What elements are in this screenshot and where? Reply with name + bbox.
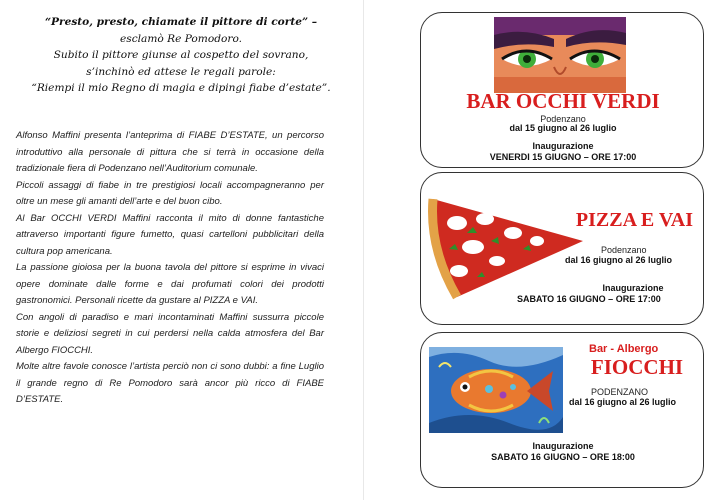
poem-line: “Riempi il mio Regno di magia e dipingi fiabe d’estate”. bbox=[31, 82, 331, 94]
venue-place: PODENZANO bbox=[591, 387, 649, 397]
paragraph: Alfonso Maffini presenta l’anteprima di FIABE D’ESTATE, un percorso introduttivo alla personale di pittura che si terrà in occasione della tradizionale fiera di Podenzano nell’Auditorium comunale. bbox=[16, 130, 324, 174]
poem-line: s’inchinò ed attese le regali parole: bbox=[86, 65, 276, 78]
venue-title: PIZZA E VAI bbox=[575, 209, 693, 231]
inauguration-date: SABATO 16 GIUGNO – ORE 17:00 bbox=[517, 294, 661, 304]
venue-dates: dal 16 giugno al 26 luglio bbox=[565, 255, 673, 265]
venue-card-pizza-e-vai bbox=[420, 172, 704, 325]
presentation-text bbox=[16, 128, 324, 409]
venue-card-fiocchi bbox=[420, 332, 704, 488]
venue-title: BAR OCCHI VERDI bbox=[466, 89, 660, 113]
green-eyes-painting bbox=[494, 17, 626, 93]
page-fold bbox=[363, 0, 364, 500]
inauguration-label: Inaugurazione bbox=[602, 283, 664, 293]
inauguration-date: VENERDI 15 GIUGNO – ORE 17:00 bbox=[489, 152, 637, 162]
poem bbox=[16, 14, 346, 97]
poem-line: “Presto, presto, chiamate il pittore di corte” – bbox=[44, 16, 318, 28]
poem-line: esclamò Re Pomodoro. bbox=[119, 32, 243, 45]
paragraph: Piccoli assaggi di fiabe in tre prestigiosi locali accompagneranno per oltre un mese gli amanti dell’arte e del buon cibo. bbox=[16, 179, 324, 207]
fish-painting bbox=[429, 347, 563, 433]
paragraph: Al Bar OCCHI VERDI Maffini racconta il mito di donne fantastiche attraverso importanti figure fumetto, quasi cartelloni pubblicitari della cultura pop americana. bbox=[16, 212, 324, 257]
inauguration-date: SABATO 16 GIUGNO – ORE 18:00 bbox=[491, 452, 635, 462]
paragraph: Molte altre favole conosce l’artista perciò non ci sono dubbi: a fine Luglio il grande regno di Re Pomodoro sarà ancor più ricco di FIABE D’ESTATE. bbox=[16, 361, 324, 405]
inauguration-label: Inaugurazione bbox=[532, 141, 594, 151]
paragraph: La passione gioiosa per la buona tavola del pittore si esprime in vivaci opere dominate dalle forme e dai profumati colori dei prodotti gastronomici. Personali ricette da gustare al PIZZA e VAI. bbox=[16, 262, 324, 306]
venue-title: FIOCCHI bbox=[590, 355, 684, 379]
venue-place: Podenzano bbox=[601, 245, 647, 255]
paragraph: Con angoli di paradiso e mari incontaminati Maffini sussurra piccole storie e deliziosi segreti in cui perdersi nella calda atmosfera del Bar Albergo FIOCCHI. bbox=[16, 311, 324, 356]
inauguration-label: Inaugurazione bbox=[532, 441, 594, 451]
venue-dates: dal 16 giugno al 26 luglio bbox=[569, 397, 677, 407]
poem-line: Subito il pittore giunse al cospetto del sovrano, bbox=[53, 49, 309, 61]
venue-card-occhi-verdi bbox=[420, 12, 704, 168]
venue-subtitle: Bar - Albergo bbox=[589, 343, 659, 355]
venue-place: Podenzano bbox=[540, 114, 586, 124]
venue-dates: dal 15 giugno al 26 luglio bbox=[509, 123, 617, 133]
